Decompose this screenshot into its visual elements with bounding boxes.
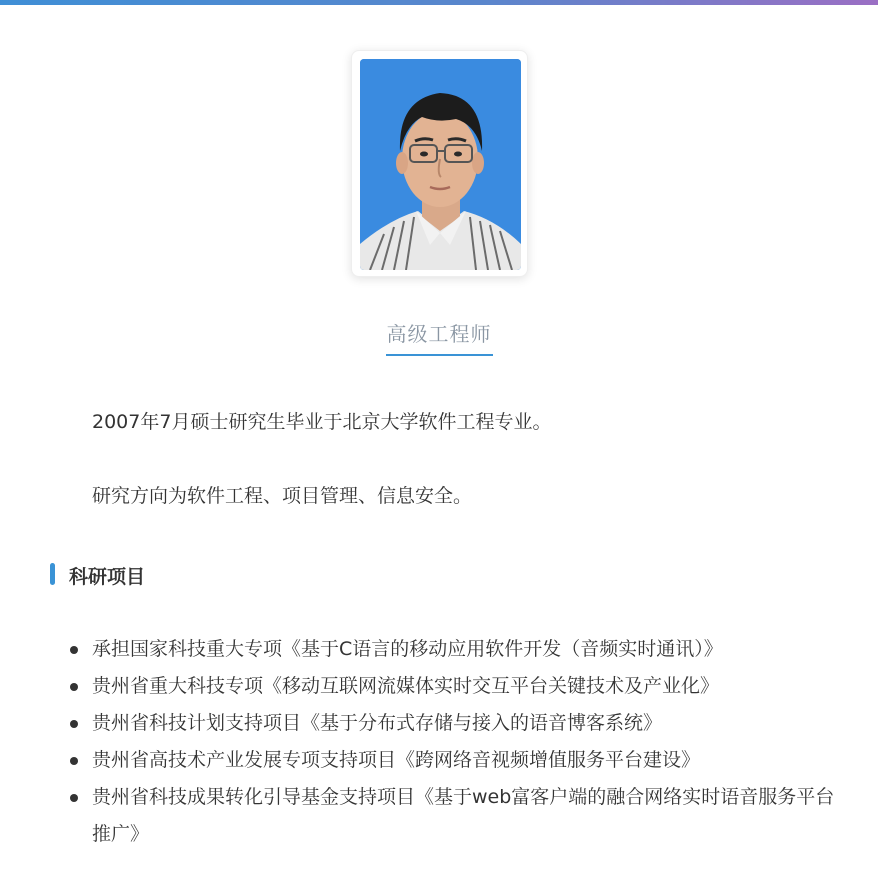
- list-item: [0, 705, 878, 742]
- project-text: 承担国家科技重大专项《基于C语言的移动应用软件开发（音频实时通讯）》: [92, 638, 723, 660]
- bullet-icon: [70, 757, 78, 765]
- portrait-card: [351, 50, 528, 277]
- research-paragraph: 研究方向为软件工程、项目管理、信息安全。: [92, 485, 473, 507]
- bullet-icon: [70, 720, 78, 728]
- list-item: [0, 779, 878, 853]
- portrait-photo: [360, 59, 521, 270]
- top-gradient-bar: [0, 0, 878, 5]
- list-item: [0, 631, 878, 668]
- title-underline: [386, 354, 493, 356]
- project-text: 贵州省重大科技专项《移动互联网流媒体实时交互平台关键技术及产业化》: [92, 675, 720, 697]
- education-paragraph: 2007年7月硕士研究生毕业于北京大学软件工程专业。: [92, 411, 552, 433]
- section-marker: [50, 563, 55, 585]
- job-title: 高级工程师: [386, 322, 492, 346]
- list-item: [0, 742, 878, 779]
- project-text: 贵州省高技术产业发展专项支持项目《跨网络音视频增值服务平台建设》: [92, 749, 701, 771]
- bullet-icon: [70, 646, 78, 654]
- project-list: [0, 631, 878, 853]
- section-heading-projects: 科研项目: [69, 566, 146, 588]
- project-text: 贵州省科技计划支持项目《基于分布式存储与接入的语音博客系统》: [92, 712, 663, 734]
- bullet-icon: [70, 683, 78, 691]
- project-text: 贵州省科技成果转化引导基金支持项目《基于web富客户端的融合网络实时语音服务平台推广》: [92, 786, 835, 845]
- list-item: [0, 668, 878, 705]
- bullet-icon: [70, 794, 78, 802]
